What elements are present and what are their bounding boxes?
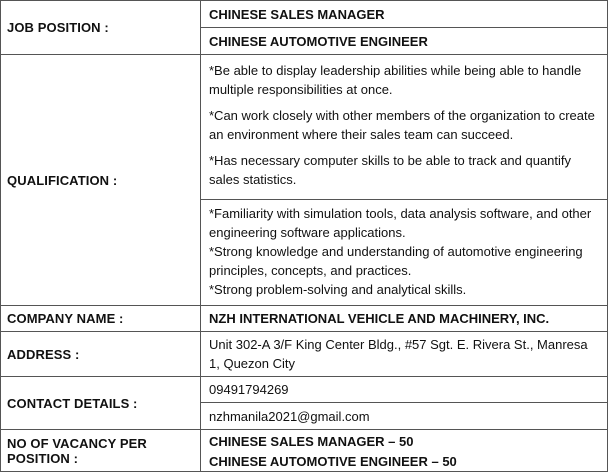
contact-row [1, 377, 607, 430]
contact-label: CONTACT DETAILS : [1, 377, 201, 429]
company-row [1, 306, 607, 332]
job-position-row [1, 1, 607, 55]
vacancy-sales: CHINESE SALES MANAGER – 50 [209, 434, 414, 449]
qualification-sales-item: *Be able to display leadership abilities while being able to handle multiple responsibilities at once. [209, 63, 582, 97]
contact-values [201, 377, 607, 429]
qualification-row [1, 55, 607, 306]
company-value-cell [201, 306, 607, 331]
qualification-label: QUALIFICATION : [1, 55, 201, 305]
job-position-sales: CHINESE SALES MANAGER [201, 1, 607, 28]
qualification-values [201, 55, 607, 305]
vacancy-row [1, 430, 607, 472]
contact-email: nzhmanila2021@gmail.com [209, 408, 370, 424]
qualification-sales-item: *Can work closely with other members of the organization to create an environment where their sales team can succeed. [209, 108, 595, 142]
job-position-label: JOB POSITION : [1, 1, 201, 54]
qualification-sales [201, 55, 607, 200]
job-position-values [201, 1, 607, 54]
job-position-engineer: CHINESE AUTOMOTIVE ENGINEER [209, 33, 428, 49]
qualification-engineer-item: *Strong knowledge and understanding of automotive engineering principles, concepts, and practices. [209, 244, 583, 278]
address-row [1, 332, 607, 377]
qualification-engineer-item: *Familiarity with simulation tools, data analysis software, and other engineering software applications. [209, 206, 592, 240]
vacancy-values [201, 430, 607, 472]
vacancy-engineer: CHINESE AUTOMOTIVE ENGINEER – 50 [209, 454, 457, 469]
qualification-engineer [201, 200, 607, 305]
contact-phone: 09491794269 [201, 377, 607, 403]
address-value-cell [201, 332, 607, 376]
company-label: COMPANY NAME : [1, 306, 201, 331]
qualification-engineer-item: *Strong problem-solving and analytical skills. [209, 282, 467, 297]
qualification-sales-item: *Has necessary computer skills to be able to track and quantify sales statistics. [209, 153, 572, 187]
address-label: ADDRESS : [1, 332, 201, 376]
vacancy-label: NO OF VACANCY PER POSITION : [1, 430, 201, 472]
company-name: NZH INTERNATIONAL VEHICLE AND MACHINERY, INC. [209, 311, 550, 326]
address-value: Unit 302-A 3/F King Center Bldg., #57 Sgt. E. Rivera St., Manresa 1, Quezon City [209, 337, 588, 371]
